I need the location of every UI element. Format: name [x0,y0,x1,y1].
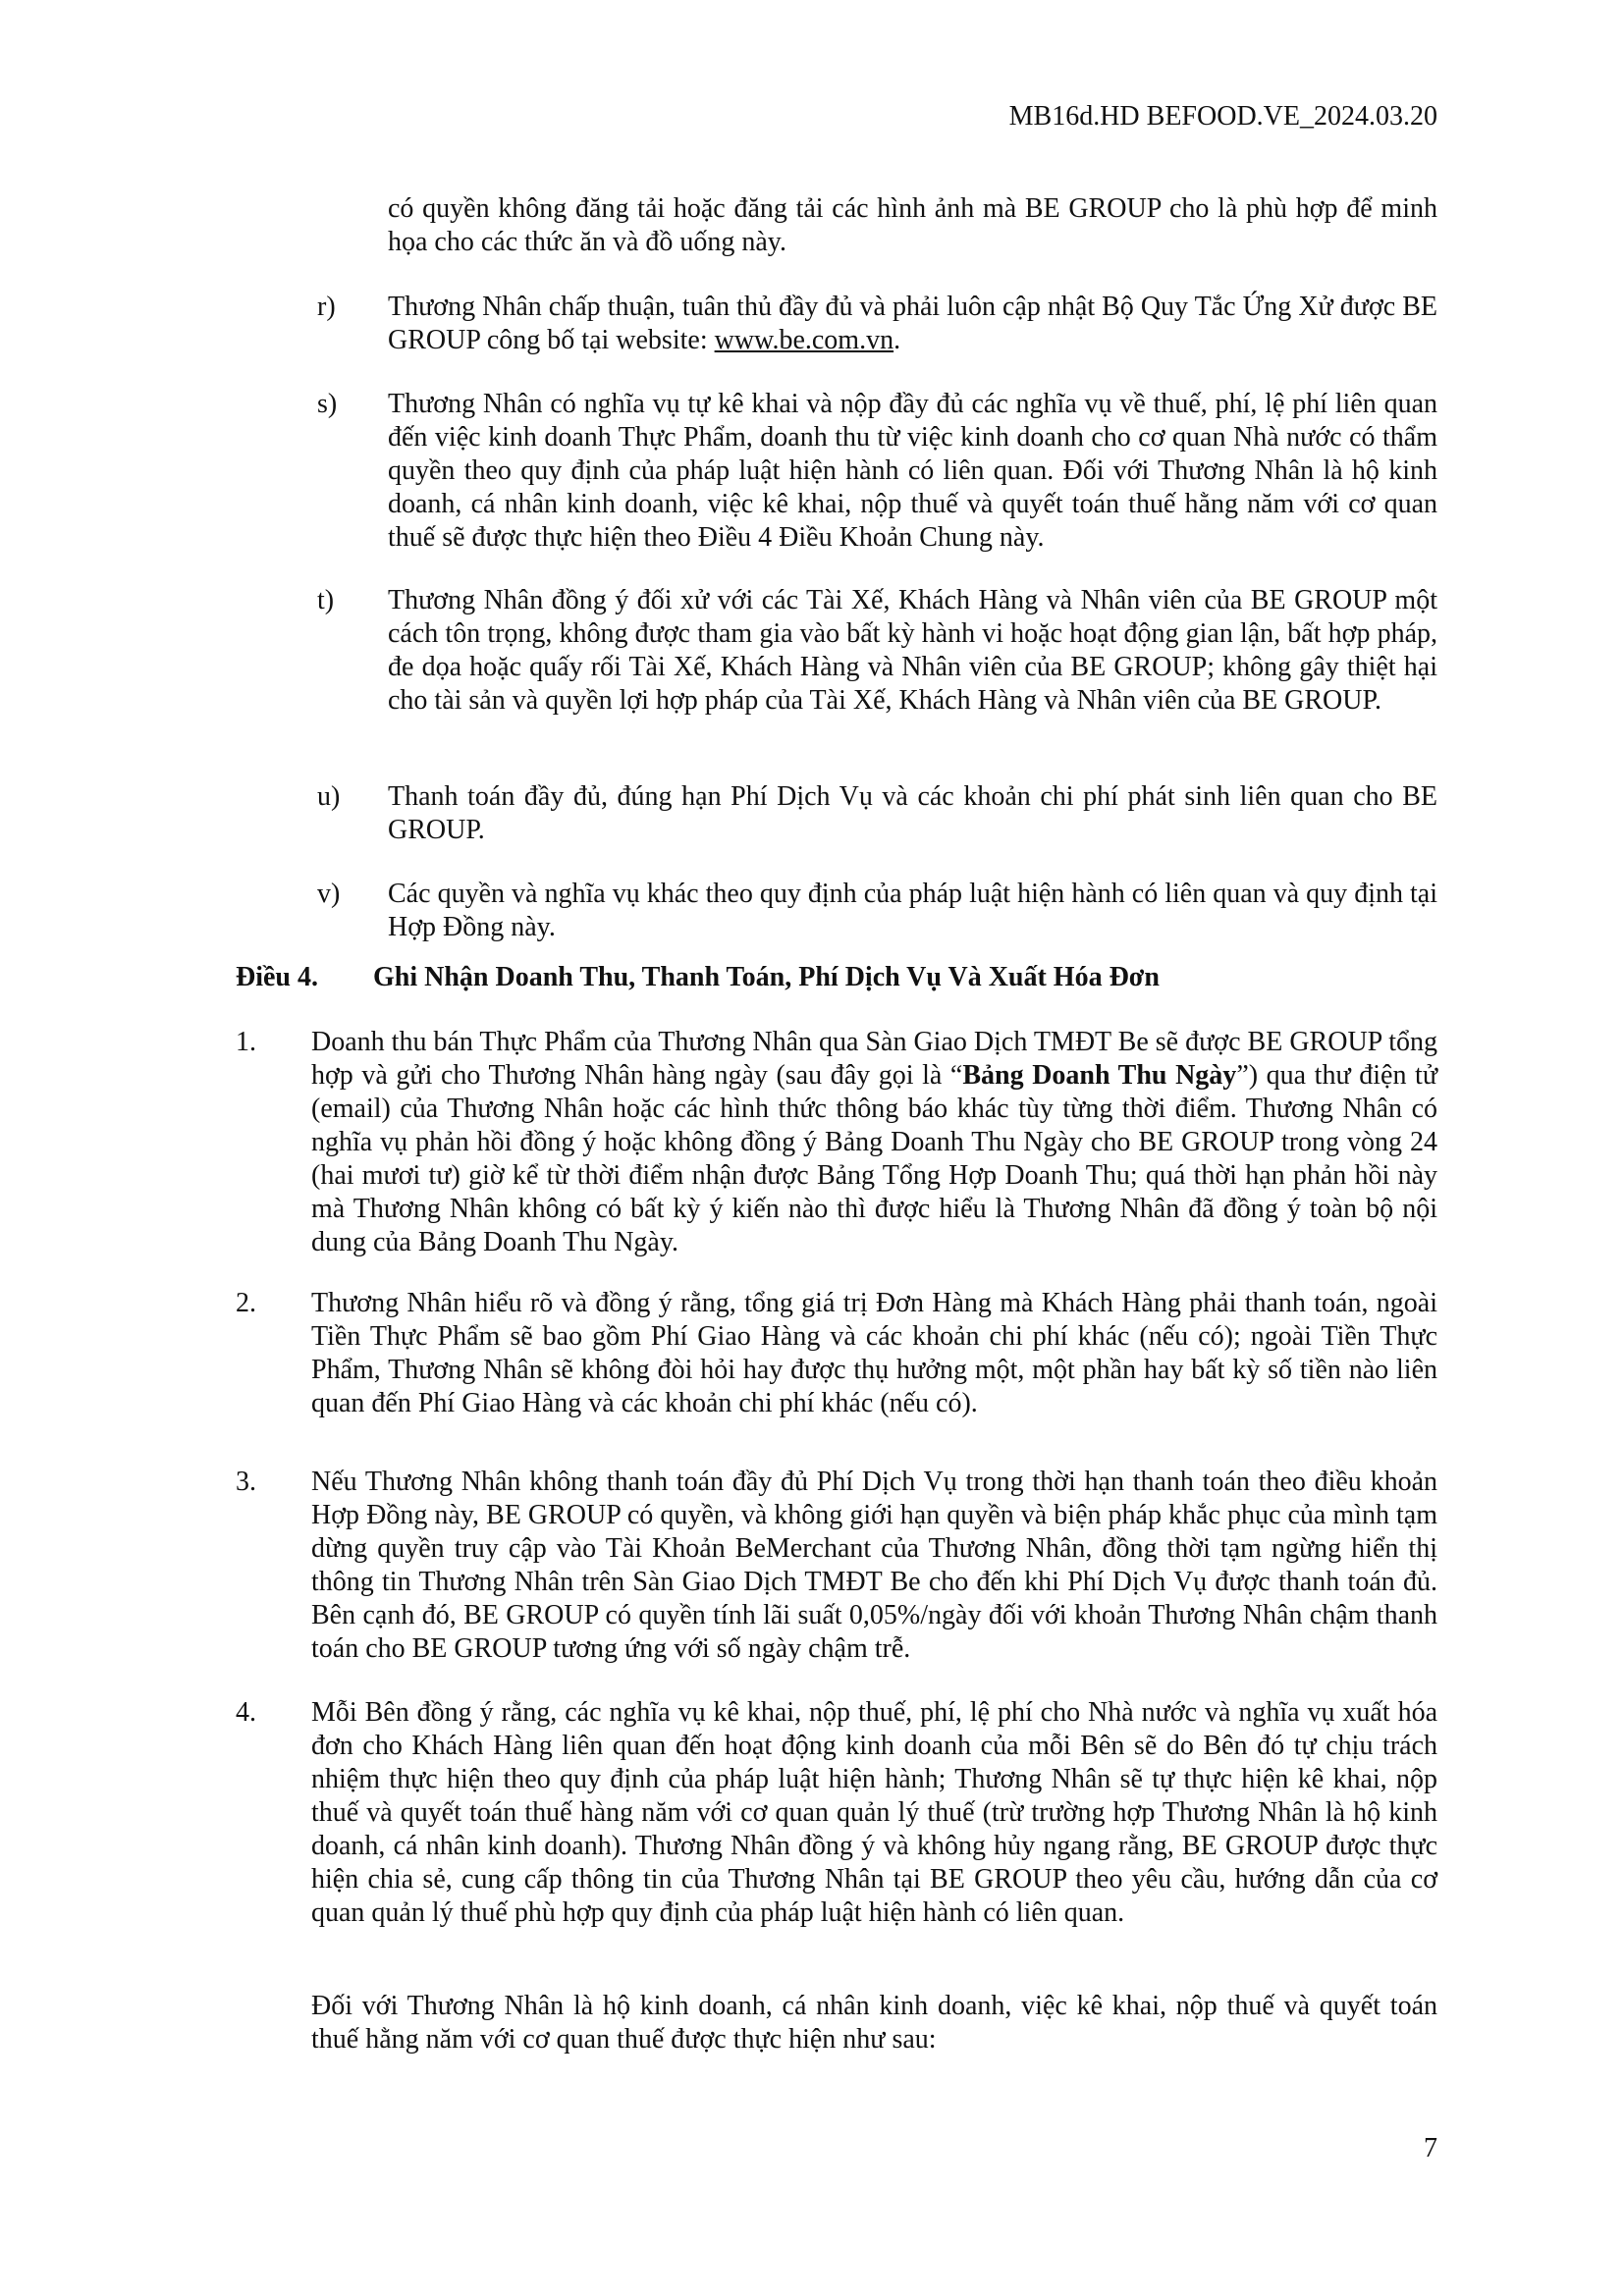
clause-label: 1. [236,1027,256,1057]
item-label: r) [317,292,336,322]
article-title: Ghi Nhận Doanh Thu, Thanh Toán, Phí Dịch Vụ Và Xuất Hóa Đơn [373,962,1160,992]
item-text: Các quyền và nghĩa vụ khác theo quy định của pháp luật hiện hành có liên quan và quy định tại Hợp Đồng này. [388,879,1437,942]
document-code: MB16d.HD BEFOOD.VE_2024.03.20 [1008,101,1437,132]
item-label: s) [317,389,338,419]
item-text: Thương Nhân có nghĩa vụ tự kê khai và nộp đầy đủ các nghĩa vụ về thuế, phí, lệ phí liên quan đến việc kinh doanh Thực Phẩm, doanh thu từ việc kinh doanh cho cơ quan Nhà nước có thẩm quyền theo quy định của pháp luật hiện hành có liên quan. Đối với Thương Nhân là hộ kinh doanh, cá nhân kinh doanh, việc kê khai, nộp thuế và quyết toán thuế hằng năm với cơ quan thuế sẽ được thực hiện theo Điều 4 Điều Khoản Chung này. [388,389,1437,553]
item-label: u) [317,781,341,812]
item-text: Thanh toán đầy đủ, đúng hạn Phí Dịch Vụ và các khoản chi phí phát sinh liên quan cho BE GROUP. [388,781,1437,845]
defined-term: Bảng Doanh Thu Ngày [962,1060,1237,1091]
item-label: t) [317,585,335,615]
article-number: Điều 4. [236,962,318,992]
website-link[interactable]: www.be.com.vn [714,325,894,355]
clause-label: 4. [236,1697,256,1728]
item-text-after: . [893,325,901,355]
item-text [388,291,1437,357]
item-text-before: Thương Nhân chấp thuận, tuân thủ đầy đủ và phải luôn cập nhật Bộ Quy Tắc Ứng Xử được BE GROUP công bố tại website: [388,292,1437,355]
clause-text: Thương Nhân hiểu rõ và đồng ý rằng, tổng giá trị Đơn Hàng mà Khách Hàng phải thanh toán, ngoài Tiền Thực Phẩm sẽ bao gồm Phí Giao Hàng và các khoản chi phí khác (nếu có); ngoài Tiền Thực Phẩm, Thương Nhân sẽ không đòi hỏi hay được thụ hưởng một, một phần hay bất kỳ số tiền nào liên quan đến Phí Giao Hàng và các khoản chi phí khác (nếu có). [311,1288,1437,1418]
article-heading [236,961,1160,994]
clause-text-before: Doanh thu bán Thực Phẩm của Thương Nhân qua Sàn Giao Dịch TMĐT Be sẽ được BE GROUP tổng hợp và gửi cho Thương Nhân hàng ngày (sau đây gọi là “ [311,1027,1437,1091]
item-label: v) [317,879,341,909]
item-text: Thương Nhân đồng ý đối xử với các Tài Xế, Khách Hàng và Nhân viên của BE GROUP một cách tôn trọng, không được tham gia vào bất kỳ hành vi hoặc hoạt động gian lận, bất hợp pháp, đe dọa hoặc quấy rối Tài Xế, Khách Hàng và Nhân viên của BE GROUP; không gây thiệt hại cho tài sản và quyền lợi hợp pháp của Tài Xế, Khách Hàng và Nhân viên của BE GROUP. [388,585,1437,716]
page-number: 7 [1424,2133,1437,2163]
closing-paragraph: Đối với Thương Nhân là hộ kinh doanh, cá nhân kinh doanh, việc kê khai, nộp thuế và quyết toán thuế hằng năm với cơ quan thuế được thực hiện như sau: [311,1991,1437,2055]
clause-text-after: ”) qua thư điện tử (email) của Thương Nhân hoặc các hình thức thông báo khác tùy từng thời điểm. Thương Nhân có nghĩa vụ phản hồi đồng ý hoặc không đồng ý Bảng Doanh Thu Ngày cho BE GROUP trong vòng 24 (hai mươi tư) giờ kể từ thời điểm nhận được Bảng Tổng Hợp Doanh Thu; quá thời hạn phản hồi này mà Thương Nhân không có bất kỳ ý kiến nào thì được hiểu là Thương Nhân đã đồng ý toàn bộ nội dung của Bảng Doanh Thu Ngày. [311,1060,1437,1257]
clause-text: Mỗi Bên đồng ý rằng, các nghĩa vụ kê khai, nộp thuế, phí, lệ phí cho Nhà nước và nghĩa vụ xuất hóa đơn cho Khách Hàng liên quan đến hoạt động kinh doanh của mỗi Bên sẽ do Bên đó tự chịu trách nhiệm thực hiện theo quy định của pháp luật hiện hành; Thương Nhân sẽ tự thực hiện kê khai, nộp thuế và quyết toán thuế hàng năm với cơ quan quản lý thuế (trừ trường hợp Thương Nhân là hộ kinh doanh, cá nhân kinh doanh). Thương Nhân đồng ý và không hủy ngang rằng, BE GROUP được thực hiện chia sẻ, cung cấp thông tin của Thương Nhân tại BE GROUP theo yêu cầu, hướng dẫn của cơ quan quản lý thuế phù hợp quy định của pháp luật hiện hành có liên quan. [311,1697,1437,1928]
clause-text [311,1026,1437,1259]
continued-paragraph: có quyền không đăng tải hoặc đăng tải các hình ảnh mà BE GROUP cho là phù hợp để minh họa cho các thức ăn và đồ uống này. [388,193,1437,257]
clause-label: 3. [236,1467,256,1497]
clause-text: Nếu Thương Nhân không thanh toán đầy đủ Phí Dịch Vụ trong thời hạn thanh toán theo điều khoản Hợp Đồng này, BE GROUP có quyền, và không giới hạn quyền và biện pháp khắc phục của mình tạm dừng quyền truy cập vào Tài Khoản BeMerchant của Thương Nhân, đồng thời tạm ngừng hiển thị thông tin Thương Nhân trên Sàn Giao Dịch TMĐT Be cho đến khi Phí Dịch Vụ được thanh toán đủ. Bên cạnh đó, BE GROUP có quyền tính lãi suất 0,05%/ngày đối với khoản Thương Nhân chậm thanh toán cho BE GROUP tương ứng với số ngày chậm trễ. [311,1467,1437,1664]
clause-label: 2. [236,1288,256,1318]
